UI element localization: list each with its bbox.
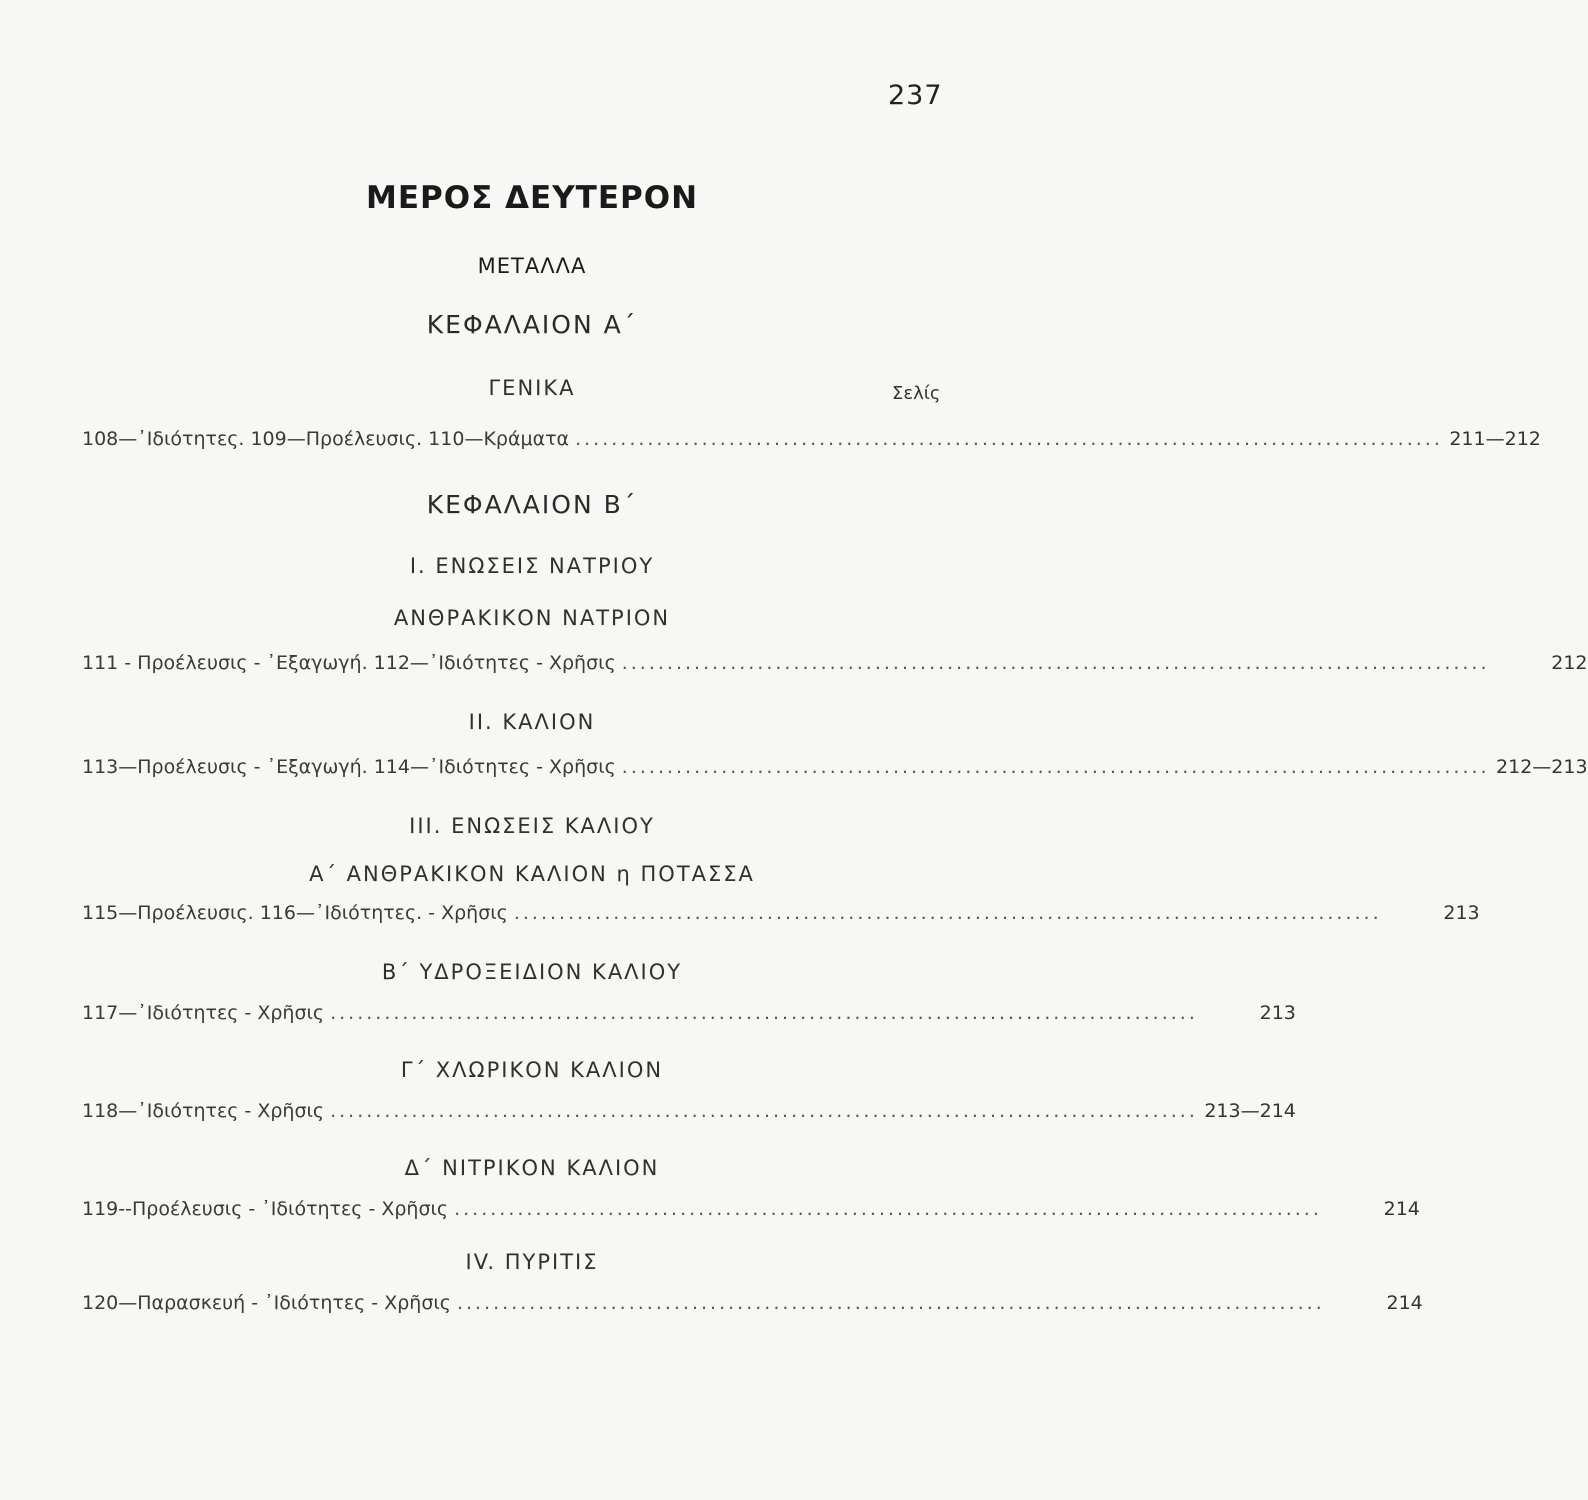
toc-entry-text: 118—᾿Ιδιότητες - Χρῆσις	[82, 1100, 325, 1122]
toc-entry-111[interactable]	[82, 652, 1588, 682]
toc-entry-113[interactable]	[82, 756, 1588, 786]
section-general: ΓΕΝΙΚΑ	[488, 376, 576, 400]
toc-entry-page: 214	[1386, 1292, 1423, 1314]
leader-dots: ................................................................................................	[454, 1198, 1322, 1220]
toc-entry-page: 211—212	[1449, 428, 1541, 450]
toc-entry-text: 119--Προέλευσις - ᾿Ιδιότητες - Χρῆσις	[82, 1198, 449, 1220]
toc-entry-text: 120—Παρασκευή - ᾿Ιδιότητες - Χρῆσις	[82, 1292, 451, 1314]
leader-dots: ................................................................................................	[513, 902, 1382, 924]
toc-entry-115[interactable]	[82, 902, 1480, 932]
subsection-potassium-carbonate: Α΄ ΑΝΘΡΑΚΙΚΟΝ ΚΑΛΙΟΝ η ΠΟΤΑΣΣΑ	[309, 862, 755, 886]
section-sodium-compounds: Ι. ΕΝΩΣΕΙΣ ΝΑΤΡΙΟΥ	[409, 554, 655, 578]
toc-entry-page: 213—214	[1204, 1100, 1296, 1122]
subsection-sodium-carbonate: ΑΝΘΡΑΚΙΚΟΝ ΝΑΤΡΙΟΝ	[393, 606, 671, 630]
leader-dots: ................................................................................................	[456, 1292, 1325, 1314]
leader-dots: ................................................................................................	[621, 652, 1490, 674]
toc-entry-text: 111 - Προέλευσις - ᾿Εξαγωγή. 112—᾿Ιδιότητες - Χρῆσις	[82, 652, 616, 674]
toc-entry-page: 212—213	[1496, 756, 1588, 778]
toc-entry-text: 117—᾿Ιδιότητες - Χρῆσις	[82, 1002, 325, 1024]
part-title: ΜΕΡΟΣ ΔΕΥΤΕΡΟΝ	[365, 180, 699, 216]
toc-entry-page: 214	[1383, 1198, 1420, 1220]
chapter-a-title: ΚΕΦΑΛΑΙΟΝ Α΄	[426, 310, 638, 339]
leader-dots: ................................................................................................	[621, 756, 1490, 778]
subsection-potassium-hydroxide: Β΄ ΥΔΡΟΞΕΙΔΙΟΝ ΚΑΛΙΟΥ	[381, 960, 683, 984]
toc-entry-page: 213	[1259, 1002, 1296, 1024]
toc-entry-text: 113—Προέλευσις - ᾿Εξαγωγή. 114—᾿Ιδιότητες - Χρῆσις	[82, 756, 616, 778]
part-subtitle: ΜΕΤΑΛΛΑ	[477, 254, 587, 278]
toc-entry-120[interactable]	[82, 1292, 1423, 1322]
subsection-potassium-chlorate: Γ΄ ΧΛΩΡΙΚΟΝ ΚΑΛΙΟΝ	[400, 1058, 664, 1082]
leader-dots: ................................................................................................	[330, 1100, 1198, 1122]
section-pyrite: ΙV. ΠΥΡΙΤΙΣ	[465, 1250, 599, 1274]
toc-entry-text: 115—Προέλευσις. 116—᾿Ιδιότητες. - Χρῆσις	[82, 902, 508, 924]
toc-entry-page: 212	[1551, 652, 1588, 674]
leader-dots: ................................................................................................	[330, 1002, 1198, 1024]
chapter-b-title: ΚΕΦΑΛΑΙΟΝ Β΄	[426, 490, 638, 519]
toc-entry-page: 213	[1443, 902, 1480, 924]
toc-entry-text: 108—᾿Ιδιότητες. 109—Προέλευσις. 110—Κράματα	[82, 428, 570, 450]
subsection-potassium-nitrate: Δ΄ ΝΙΤΡΙΚΟΝ ΚΑΛΙΟΝ	[404, 1156, 660, 1180]
section-potassium-compounds: ΙΙΙ. ΕΝΩΣΕΙΣ ΚΑΛΙΟΥ	[409, 814, 655, 838]
toc-entry-117[interactable]	[82, 1002, 1296, 1032]
toc-entry-108[interactable]	[82, 428, 1541, 458]
page-column-label: Σελίς	[892, 383, 941, 404]
toc-entry-119[interactable]	[82, 1198, 1420, 1228]
section-potassium: ΙΙ. ΚΑΛΙΟΝ	[468, 710, 596, 734]
leader-dots: ................................................................................................	[575, 428, 1443, 450]
toc-entry-118[interactable]	[82, 1100, 1296, 1130]
page-number: 237	[888, 80, 943, 111]
